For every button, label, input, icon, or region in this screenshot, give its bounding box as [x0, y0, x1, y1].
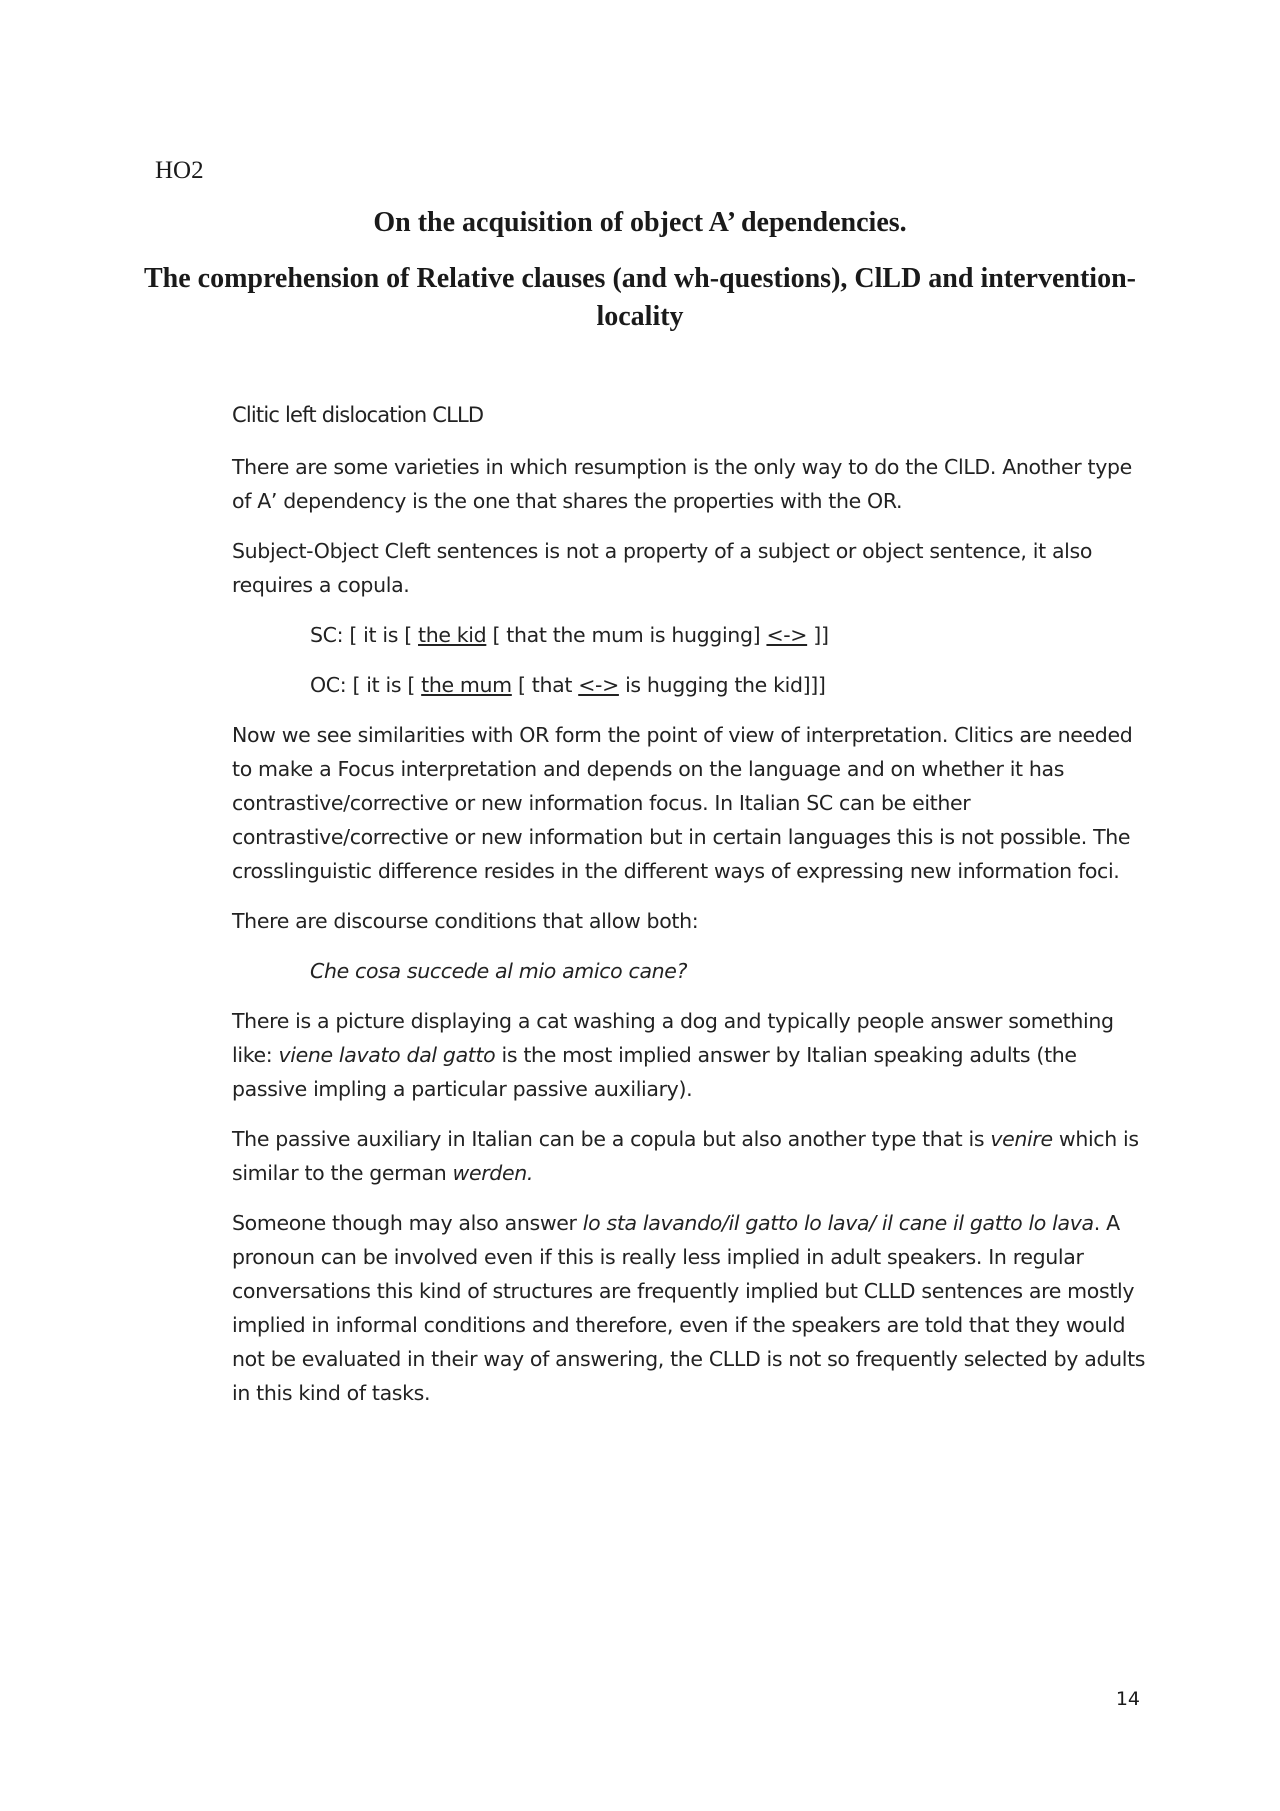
page-number: 14	[1115, 1688, 1140, 1710]
handout-label: HO2	[155, 157, 204, 184]
paragraph-5	[232, 1004, 1152, 1106]
sc-gap-marker: <->	[766, 623, 808, 647]
oc-part: OC: [ it is [	[310, 673, 422, 697]
paragraph-7	[232, 1206, 1152, 1410]
paragraph-3: Now we see similarities with OR form the point of view of interpretation. Clitics are needed to make a Focus interpretation and depends on the language and on whether it has contrastive/corrective or new information focus. In Italian SC can be either contrastive/corrective or new information but in certain languages this is not possible. The crosslinguistic difference resides in the different ways of expressing new information foci.	[232, 723, 1133, 883]
oc-part: is hugging the kid]]]	[618, 673, 826, 697]
document-title: On the acquisition of object A’ dependencies.	[373, 207, 907, 238]
paragraph-1: There are some varieties in which resumption is the only way to do the ClLD. Another type of A’ dependency is the one that shares the properties with the OR.	[232, 455, 1132, 513]
oc-part: [ that	[511, 673, 579, 697]
p5-italic: viene lavato dal gatto	[278, 1043, 496, 1067]
section-heading: Clitic left dislocation CLLD	[232, 403, 484, 427]
p5-text: is the most implied answer by Italian speaking adults (the passive impling a particular passive auxiliary).	[232, 1043, 1077, 1101]
p6-text: which is similar to the german	[232, 1127, 1139, 1185]
paragraph-6	[232, 1122, 1152, 1190]
sc-underlined-np: the kid	[418, 623, 487, 647]
sc-part: [ that the mum is hugging]	[486, 623, 767, 647]
p5-text: There is a picture displaying a cat washing a dog and typically people answer something like:	[232, 1009, 1114, 1067]
oc-gap-marker: <->	[578, 673, 619, 697]
italian-question-example: Che cosa succede al mio amico cane?	[310, 959, 688, 983]
sc-part: ]]	[807, 623, 829, 647]
p6-text: The passive auxiliary in Italian can be a copula but also another type that is	[232, 1127, 991, 1151]
oc-underlined-np: the mum	[421, 673, 512, 697]
p7-text: Someone though may also answer	[232, 1211, 583, 1235]
sc-part: SC: [ it is [	[310, 623, 419, 647]
object-cleft-example	[310, 668, 1152, 702]
p7-italic: lo sta lavando/il gatto lo lava/ il cane il gatto lo lava	[582, 1211, 1094, 1235]
document-subtitle: The comprehension of Relative clauses (and wh-questions), ClLD and intervention-locality	[144, 263, 1136, 332]
subject-cleft-example	[310, 618, 1152, 652]
p6-italic: venire	[990, 1127, 1053, 1151]
p6-italic: werden.	[452, 1161, 534, 1185]
document-body	[232, 398, 1152, 1426]
paragraph-2: Subject-Object Cleft sentences is not a property of a subject or object sentence, it also requires a copula.	[232, 539, 1093, 597]
p7-text: . A pronoun can be involved even if this is really less implied in adult speakers. In regular conversations this kind of structures are frequently implied but CLLD sentences are mostly implied in informal conditions and therefore, even if the speakers are told that they would not be evaluated in their way of answering, the CLLD is not so frequently selected by adults in this kind of tasks.	[232, 1211, 1146, 1405]
paragraph-4: There are discourse conditions that allow both:	[232, 909, 699, 933]
